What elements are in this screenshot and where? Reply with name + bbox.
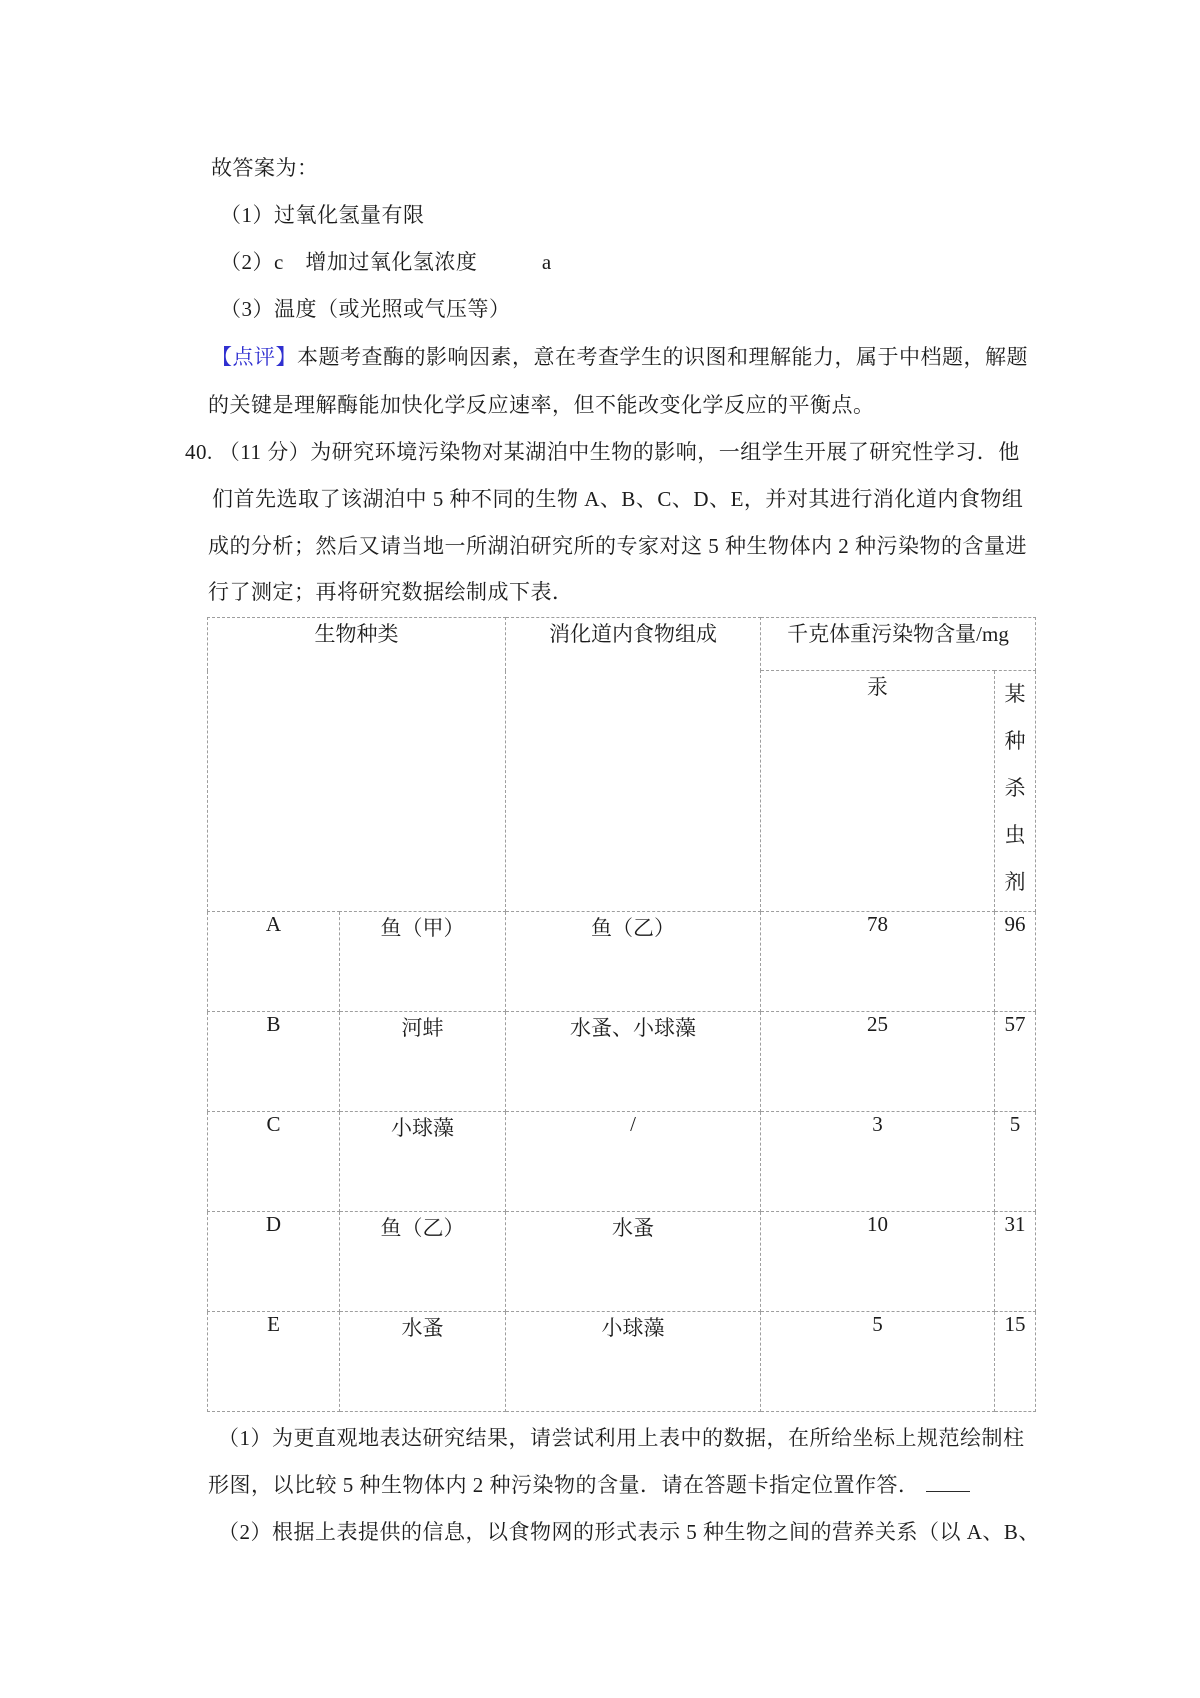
cell-id: D — [208, 1212, 340, 1312]
cell-mercury: 3 — [761, 1112, 995, 1212]
comment-line-2: 的关键是理解酶能加快化学反应速率，但不能改变化学反应的平衡点。 — [208, 393, 875, 417]
answer-item-3: （3）温度（或光照或气压等） — [220, 297, 511, 321]
subquestion-2-line-1: （2）根据上表提供的信息，以食物网的形式表示 5 种生物之间的营养关系（以 A、B、 — [218, 1520, 1040, 1544]
question-number: 40. — [185, 440, 213, 464]
subquestion-1-text: 形图，以比较 5 种生物体内 2 种污染物的含量．请在答题卡指定位置作答． — [208, 1473, 920, 1497]
answer-blank-line — [926, 1471, 970, 1492]
cell-id: C — [208, 1112, 340, 1212]
cell-food: 水蚤 — [506, 1212, 761, 1312]
comment-line-1 — [211, 343, 1028, 371]
table-row — [208, 1212, 1036, 1312]
cell-name: 河蚌 — [340, 1012, 506, 1112]
cell-name: 小球藻 — [340, 1112, 506, 1212]
subquestion-1-line-2 — [208, 1471, 970, 1499]
header-mercury: 汞 — [761, 671, 995, 912]
organisms-pollutant-table — [207, 617, 1036, 1412]
cell-food: 鱼（乙） — [506, 912, 761, 1012]
cell-pesticide: 31 — [995, 1212, 1036, 1312]
header-food: 消化道内食物组成 — [506, 618, 761, 912]
cell-id: E — [208, 1312, 340, 1412]
cell-mercury: 78 — [761, 912, 995, 1012]
cell-food: / — [506, 1112, 761, 1212]
cell-pesticide: 57 — [995, 1012, 1036, 1112]
cell-pesticide: 96 — [995, 912, 1036, 1012]
answer-item-1: （1）过氧化氢量有限 — [220, 203, 425, 227]
table-row — [208, 1012, 1036, 1112]
header-species: 生物种类 — [208, 618, 506, 912]
header-pesticide: 某种杀虫剂 — [995, 671, 1036, 912]
cell-pesticide: 15 — [995, 1312, 1036, 1412]
question-text: （11 分）为研究环境污染物对某湖泊中生物的影响，一组学生开展了研究性学习．他 — [218, 440, 1020, 464]
table-row — [208, 1312, 1036, 1412]
answer-item-2: （2）c 增加过氧化氢浓度 a — [220, 250, 552, 274]
cell-food: 小球藻 — [506, 1312, 761, 1412]
cell-pesticide: 5 — [995, 1112, 1036, 1212]
table-row — [208, 912, 1036, 1012]
comment-text: 本题考查酶的影响因素，意在考查学生的识图和理解能力，属于中档题，解题 — [297, 345, 1028, 369]
cell-id: A — [208, 912, 340, 1012]
cell-name: 水蚤 — [340, 1312, 506, 1412]
comment-tag: 【点评】 — [211, 345, 297, 369]
cell-name: 鱼（乙） — [340, 1212, 506, 1312]
cell-food: 水蚤、小球藻 — [506, 1012, 761, 1112]
question-line-4: 行了测定；再将研究数据绘制成下表． — [208, 580, 574, 604]
question-line-2: 们首先选取了该湖泊中 5 种不同的生物 A、B、C、D、E，并对其进行消化道内食物组 — [212, 487, 1024, 511]
subquestion-1-line-1: （1）为更直观地表达研究结果，请尝试利用上表中的数据，在所给坐标上规范绘制柱 — [218, 1426, 1025, 1450]
question-line-1 — [185, 438, 1020, 466]
header-pollutant: 千克体重污染物含量/mg — [761, 618, 1036, 671]
cell-name: 鱼（甲） — [340, 912, 506, 1012]
cell-mercury: 25 — [761, 1012, 995, 1112]
cell-mercury: 5 — [761, 1312, 995, 1412]
cell-id: B — [208, 1012, 340, 1112]
table-row — [208, 1112, 1036, 1212]
question-line-3: 成的分析；然后又请当地一所湖泊研究所的专家对这 5 种生物体内 2 种污染物的含量进 — [208, 534, 1027, 558]
answer-heading: 故答案为： — [211, 156, 319, 180]
cell-mercury: 10 — [761, 1212, 995, 1312]
